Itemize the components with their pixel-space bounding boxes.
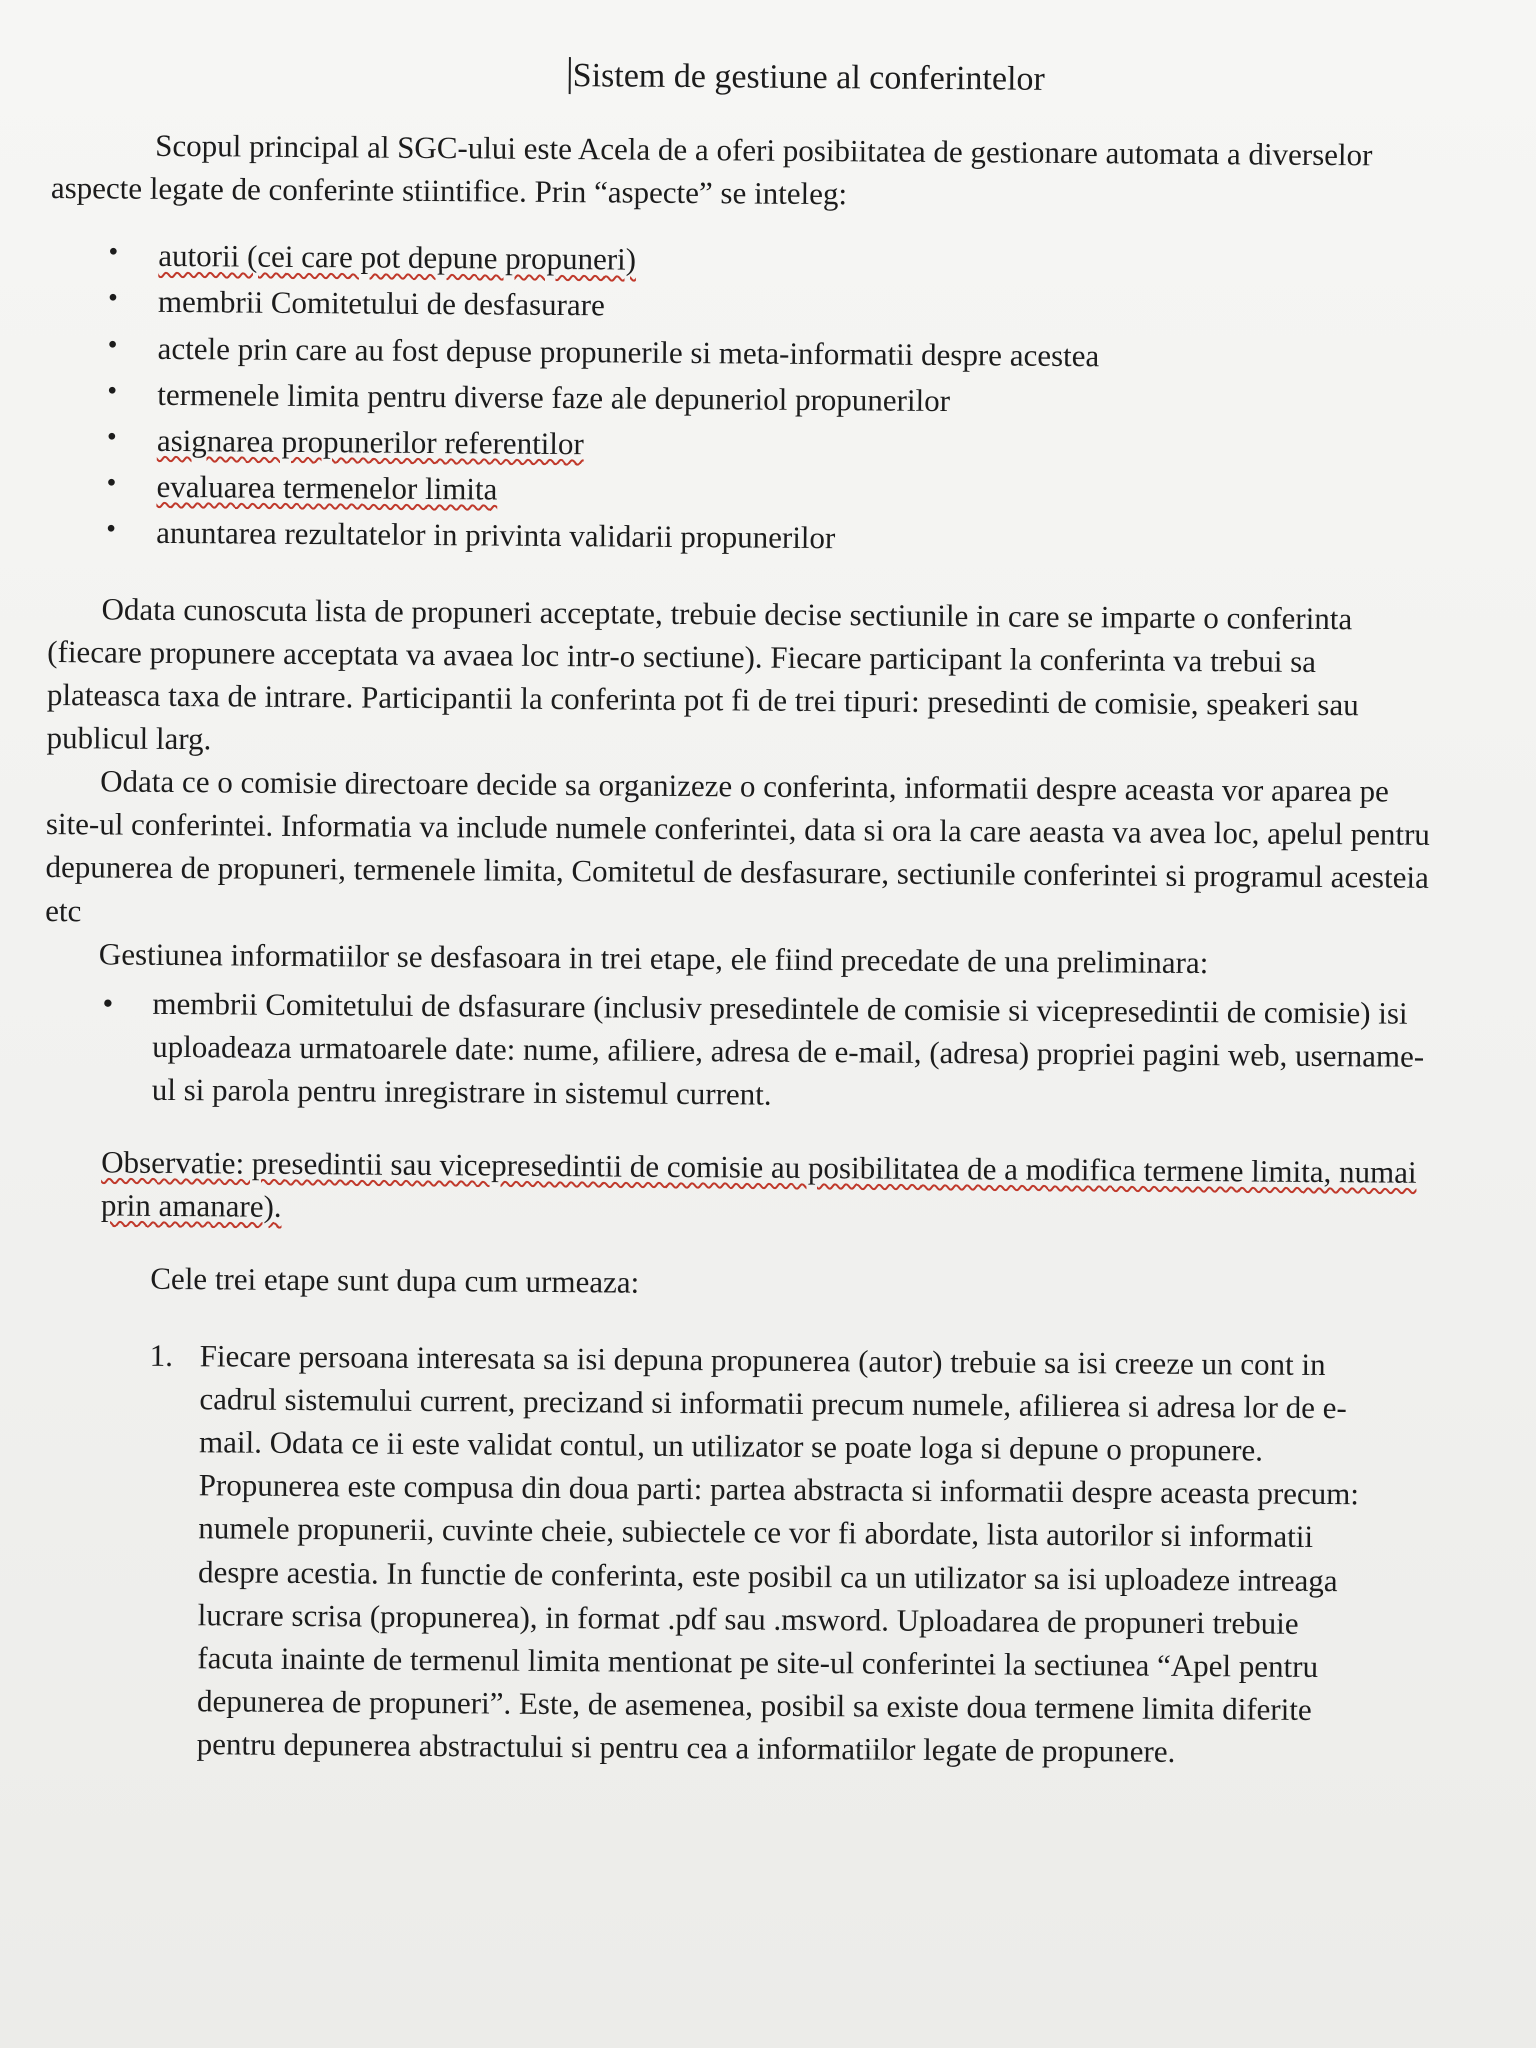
bullet-icon: •	[107, 282, 118, 315]
preliminary-list	[44, 981, 1435, 1121]
list-item	[106, 510, 1438, 564]
paragraph-stages: Gestiunea informatiilor se desfasoara in trei etape, ele fiind precedate de una preliminara:	[98, 935, 1209, 980]
bullet-icon: •	[107, 329, 118, 361]
list-item	[107, 372, 1439, 426]
observation-note: Observatie: presedintii sau vicepresedintii de comisie au posibilitatea de a modifica termene limita, numai prin amanare).	[100, 1144, 1417, 1224]
list-item-text: anuntarea rezultatelor in privinta validarii propunerilor	[156, 514, 836, 556]
steps-list	[39, 1333, 1432, 1775]
list-item-text: asignarea propunerilor referentilor	[156, 422, 584, 461]
bullet-icon: •	[106, 421, 117, 453]
step-number: 1.	[149, 1337, 174, 1374]
list-item	[147, 1334, 1432, 1775]
bullet-icon: •	[106, 513, 117, 545]
list-item	[107, 418, 1439, 472]
title-text: Sistem de gestiune al conferintelor	[569, 57, 1045, 98]
bullet-icon: •	[107, 375, 118, 407]
list-item-text: termenele limita pentru diverse faze ale depuneriol propunerilor	[157, 376, 951, 418]
list-item	[108, 234, 1440, 288]
document-body	[39, 48, 1442, 1775]
list-item	[107, 326, 1439, 380]
bullet-icon: •	[106, 467, 117, 499]
paragraph-selection: Odata cunoscuta lista de propuneri acceptate, trebuie decise sectiunile in care se imparte o conferinta (fiecare propunere acceptata va avaea loc intr-o sectiune). Fiecare participant la conferinta va trebui sa plateasca taxa de intrare. Participantii la conferinta pot fi de trei tipuri: presedinti de comisie, speakeri sau publicul larg.	[46, 591, 1359, 757]
step-text: Fiecare persoana interesata sa isi depuna propunerea (autor) trebuie sa isi creeze un cont in cadrul sistemului current, precizand si informatii precum numele, afilierea si adresa lor de e-mail. Odata ce ii este validat contul, un utilizator se poate loga si depune o propunere. Propunerea este compusa din doua parti: partea abstracta si informatii despre aceasta precum: numele propunerii, cuvinte cheie, subiectele ce vor fi abordate, lista autorilor si informatii despre acestia. In functie de conferinta, este posibil ca un utilizator sa isi uploadeze intreaga lucrare scrisa (propunerea), in format .pdf sau .msword. Uploadarea de propuneri trebuie facuta inainte de termenul limita mentionat pe site-ul conferintei la sectiunea “Apel pentru depunerea de propuneri”. Este, de asemenea, posibil sa existe doua termene limita diferite pentru depunerea abstractului si pentru cea a informatiilor legate de propunere.	[196, 1338, 1360, 1769]
bullet-icon: •	[102, 985, 114, 1021]
bullet-icon: •	[108, 236, 119, 268]
list-item-text: membrii Comitetului de dsfasurare (inclusiv presedintele de comisie si vicepresedintii de comisie) isi uploadeaza urmatoarele date: nume, afiliere, adresa de e-mail, (adresa) propriei pagini web, username-ul si parola pentru inregistrare in sistemul current.	[151, 985, 1425, 1112]
list-item-text: actele prin care au fost depuse propunerile si meta-informatii despre acestea	[157, 330, 1100, 373]
intro-paragraph: Scopul principal al SGC-ului este Acela de a oferi posibiitatea de gestionare automata a diverselor aspecte legate de conferinte stiintifice. Prin “aspecte” se inteleg:	[50, 128, 1373, 212]
paragraph-site-info: Odata ce o comisie directoare decide sa organizeze o conferinta, informatii despre aceasta vor aparea pe site-ul conferintei. Informatia va include numele conferintei, data si ora la care aeasta va avea loc, apelul pentru depunerea de propuneri, termenele limita, Comitetul de desfasurare, sectiunile conferintei si programul acesteia etc	[45, 763, 1431, 928]
aspects-list	[48, 233, 1440, 563]
page-title	[52, 48, 1442, 106]
steps-intro: Cele trei etape sunt dupa cum urmeaza:	[150, 1260, 640, 1300]
list-item-text: autorii (cei care pot depune propuneri)	[158, 238, 637, 277]
list-item	[102, 981, 1435, 1121]
list-item-text: evaluarea termenelor limita	[156, 468, 498, 507]
list-item	[108, 280, 1440, 334]
list-item-text: membrii Comitetului de desfasurare	[157, 284, 605, 323]
list-item	[106, 464, 1438, 518]
